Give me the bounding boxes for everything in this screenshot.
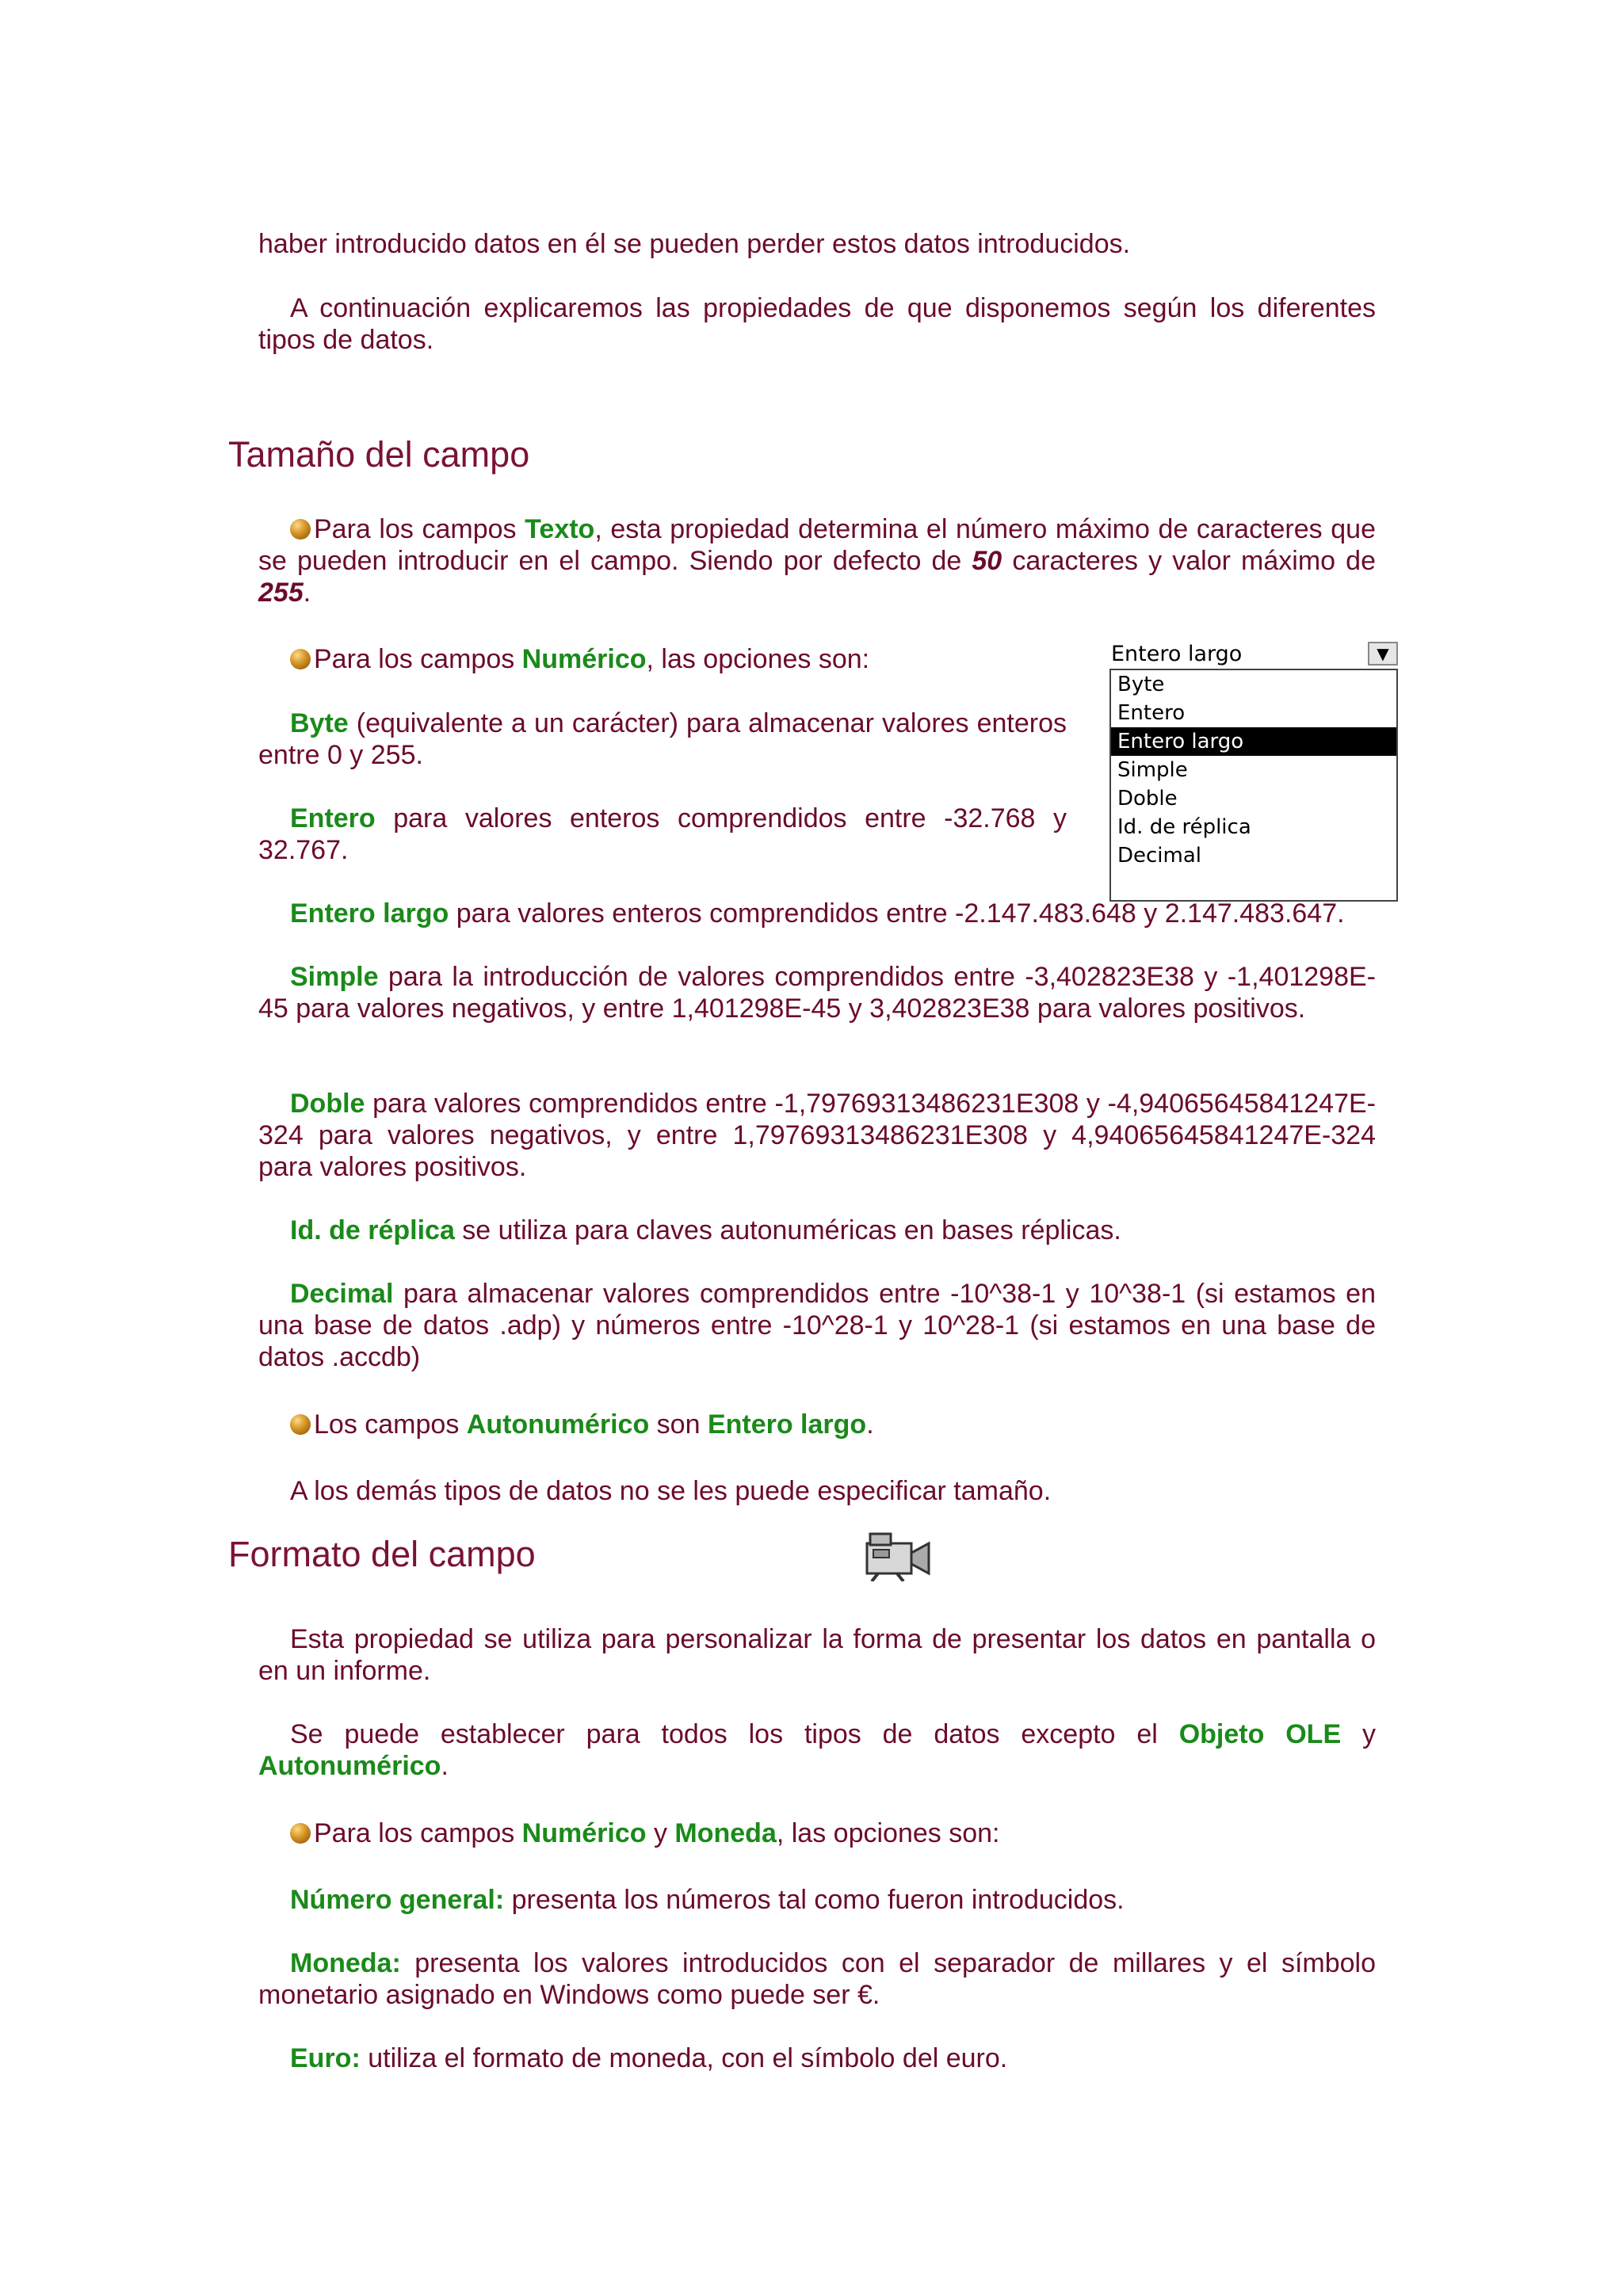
- bullet-icon: [290, 1414, 311, 1435]
- intro-paragraph: A continuación explicaremos las propiedades de que disponemos según los diferentes tipos de datos.: [258, 293, 1376, 355]
- dropdown-option[interactable]: Doble: [1117, 787, 1178, 810]
- section-title-formato: Formato del campo: [228, 1534, 536, 1574]
- dropdown-option[interactable]: Decimal: [1117, 844, 1202, 868]
- paragraph-texto: Para los campos Texto, esta propiedad determina el número máximo de caracteres que se pueden introducir en el campo. Siendo por defecto de 50 caracteres y valor máximo de 255.: [258, 514, 1376, 608]
- dropdown-options-list: [1109, 669, 1398, 902]
- dropdown-option[interactable]: Entero: [1117, 701, 1186, 725]
- dropdown-option[interactable]: Simple: [1117, 758, 1188, 782]
- field-size-dropdown[interactable]: [1109, 640, 1398, 902]
- paragraph-formato-excepto: Se puede establecer para todos los tipos de datos excepto el Objeto OLE y Autonumérico.: [258, 1719, 1377, 1781]
- paragraph-simple: Simple para la introducción de valores comprendidos entre -3,402823E38 y -1,401298E-45 para valores negativos, y entre 1,401298E-45 y 3,402823E38 para valores positivos.: [258, 962, 1376, 1024]
- dropdown-header[interactable]: [1109, 640, 1398, 669]
- paragraph-numerico: Para los campos Numérico, las opciones son:: [258, 643, 1067, 675]
- paragraph-numero-general: Número general: presenta los números tal como fueron introducidos.: [290, 1885, 1125, 1915]
- paragraph-entero: Entero para valores enteros comprendidos entre -32.768 y 32.767.: [258, 803, 1067, 865]
- paragraph-formato-intro: Esta propiedad se utiliza para personalizar la forma de presentar los datos en pantalla o en un informe.: [258, 1624, 1376, 1686]
- paragraph-byte: Byte (equivalente a un carácter) para almacenar valores enteros entre 0 y 255.: [258, 708, 1067, 770]
- paragraph-demas: A los demás tipos de datos no se les puede especificar tamaño.: [290, 1476, 1052, 1506]
- dropdown-option-selected[interactable]: Entero largo: [1111, 727, 1396, 756]
- paragraph-entero-largo: Entero largo para valores enteros comprendidos entre -2.147.483.648 y 2.147.483.647.: [290, 898, 1345, 929]
- paragraph-replica: Id. de réplica se utiliza para claves autonuméricas en bases réplicas.: [290, 1215, 1121, 1245]
- bullet-icon: [290, 519, 311, 540]
- paragraph-numerico-moneda: Para los campos Numérico y Moneda, las opciones son:: [258, 1817, 1376, 1849]
- intro-line: haber introducido datos en él se pueden perder estos datos introducidos.: [258, 229, 1131, 259]
- paragraph-euro: Euro: utiliza el formato de moneda, con el símbolo del euro.: [290, 2043, 1008, 2073]
- chevron-down-icon[interactable]: ▼: [1368, 642, 1398, 666]
- paragraph-autonumerico: Los campos Autonumérico son Entero largo.: [258, 1409, 1376, 1440]
- dropdown-option[interactable]: Byte: [1117, 673, 1165, 696]
- dropdown-selected-value: Entero largo: [1111, 642, 1243, 666]
- section-title-tamano: Tamaño del campo: [228, 434, 530, 475]
- bullet-icon: [290, 1823, 311, 1844]
- video-camera-icon[interactable]: [862, 1529, 932, 1581]
- bullet-icon: [290, 649, 311, 669]
- paragraph-decimal: Decimal para almacenar valores comprendidos entre -10^38-1 y 10^38-1 (si estamos en una base de datos .adp) y números entre -10^28-1 y 10^28-1 (si estamos en una base de datos .accdb): [258, 1279, 1376, 1372]
- paragraph-moneda: Moneda: presenta los valores introducidos con el separador de millares y el símbolo monetario asignado en Windows como puede ser €.: [258, 1948, 1376, 2010]
- dropdown-option[interactable]: Id. de réplica: [1117, 815, 1251, 839]
- paragraph-doble: Doble para valores comprendidos entre -1,79769313486231E308 y -4,94065645841247E-324 para valores negativos, y entre 1,79769313486231E308 y 4,94065645841247E-324 para valores positivos.: [258, 1089, 1376, 1182]
